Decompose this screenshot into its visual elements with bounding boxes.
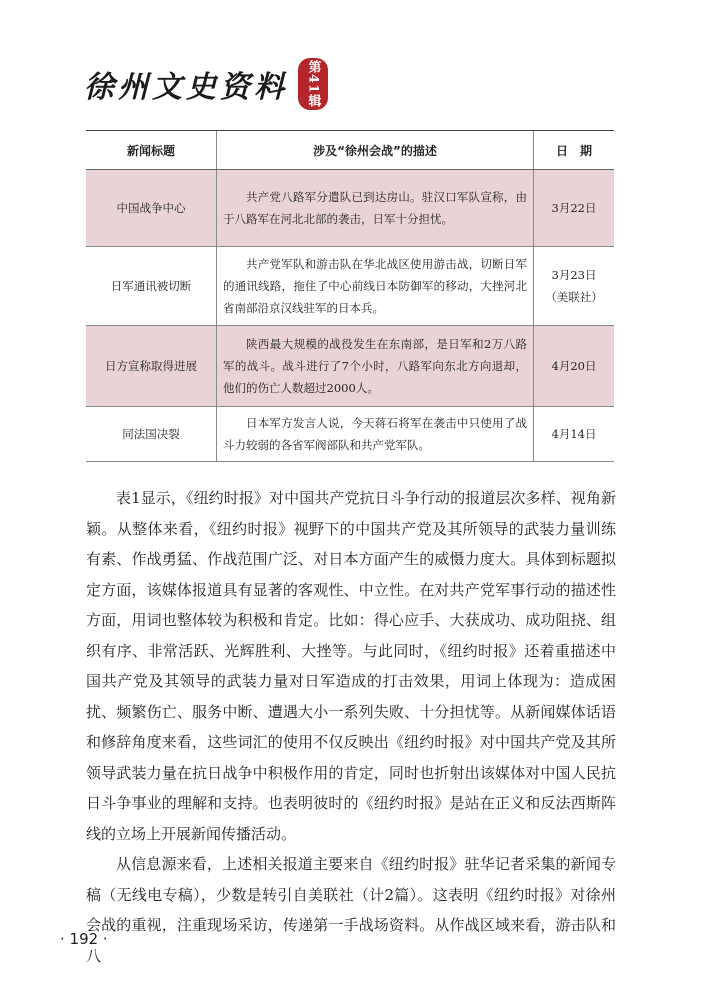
table-row [86, 326, 614, 407]
news-title-cell: 日方宣称取得进展 [86, 326, 217, 407]
date-source-note: （美联社） [545, 290, 603, 304]
date-text: 4月20日 [551, 359, 597, 373]
column-header: 日 期 [534, 131, 615, 170]
description-text: 陕西最大规模的战役发生在东南部，是日军和2万八路军的战斗。战斗进行了7个小时，八路军向东北方向退却，他们的伤亡人数超过2000人。 [223, 337, 527, 395]
news-title-cell: 同法国决裂 [86, 407, 217, 462]
table-header-row [86, 131, 614, 170]
date-cell [534, 326, 615, 407]
column-header: 涉及“徐州会战”的描述 [217, 131, 534, 170]
description-text: 共产党八路军分遣队已到达房山。驻汉口军队宣称，由于八路军在河北北部的袭击，日军十分担忧。 [223, 190, 527, 226]
series-title: 徐州文史资料 [84, 70, 288, 105]
news-title-cell: 中国战争中心 [86, 170, 217, 247]
volume-seal: 第41辑 [298, 58, 328, 110]
table-row [86, 407, 614, 462]
date-cell [534, 170, 615, 247]
date-text: 3月23日 [551, 268, 597, 282]
body-paragraph: 从信息源来看，上述相关报道主要来自《纽约时报》驻华记者采集的新闻专稿（无线电专稿），少数是转引自美联社（计2篇）。这表明《纽约时报》对徐州会战的重视，注重现场采访，传递第一手战场资料。从作战区域来看，游击队和八 [86, 855, 616, 965]
column-header: 新闻标题 [86, 131, 217, 170]
page-number: · 192 · [60, 930, 108, 948]
news-title-cell: 日军通讯被切断 [86, 247, 217, 326]
news-table [86, 130, 614, 462]
date-text: 3月22日 [551, 201, 597, 215]
description-text: 共产党军队和游击队在华北战区使用游击战，切断日军的通讯线路，拖住了中心前线日本防御军的移动，大挫河北省南部沿京汉线驻军的日本兵。 [223, 257, 527, 315]
description-cell [217, 247, 534, 326]
body-paragraph: 表1显示，《纽约时报》对中国共产党抗日斗争行动的报道层次多样、视角新颖。从整体来看，《纽约时报》视野下的中国共产党及其所领导的武装力量训练有素、作战勇猛、作战范围广泛、对日本方面产生的威慑力度大。具体到标题拟定方面，该媒体报道具有显著的客观性、中立性。在对共产党军事行动的描述性方面，用词也整体较为积极和肯定。比如：得心应手、大获成功、成功阻挠、组织有序、非常活跃、光辉胜利、大挫等。与此同时，《纽约时报》还着重描述中国共产党及其领导的武装力量对日军造成的打击效果，用词上体现为：造成困扰、频繁伤亡、服务中断、遭遇大小一系列失败、十分担忧等。从新闻媒体话语和修辞角度来看，这些词汇的使用不仅反映出《纽约时报》对中国共产党及其所领导武装力量在抗日战争中积极作用的肯定，同时也折射出该媒体对中国人民抗日斗争事业的理解和支持。也表明彼时的《纽约时报》是站在正义和反法西斯阵线的立场上开展新闻传播活动。 [86, 489, 616, 843]
date-text: 4月14日 [551, 427, 597, 441]
date-cell [534, 407, 615, 462]
body-text [86, 483, 616, 971]
table-row [86, 247, 614, 326]
description-cell [217, 407, 534, 462]
description-cell [217, 326, 534, 407]
date-cell [534, 247, 615, 326]
table-row [86, 170, 614, 247]
description-cell [217, 170, 534, 247]
page-header [84, 58, 328, 110]
description-text: 日本军方发言人说，今天蒋石将军在袭击中只使用了战斗力较弱的各省军阀部队和共产党军队。 [223, 416, 527, 452]
